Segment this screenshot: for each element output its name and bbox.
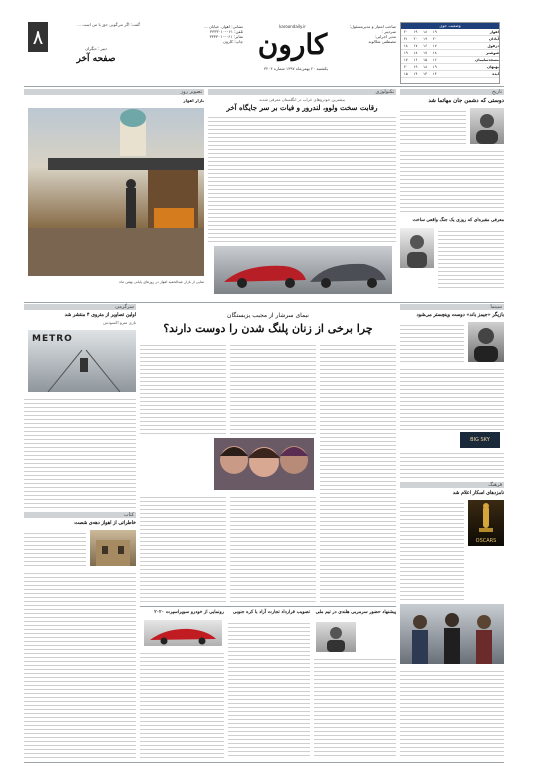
main-body-bottom-mid	[230, 494, 316, 602]
page-number: ۸	[28, 22, 48, 52]
cast-photo	[400, 604, 504, 664]
bottom-left-body	[140, 650, 224, 758]
weather-value: ۱۸	[430, 50, 440, 57]
oscars-text: OSCARS	[475, 538, 497, 544]
cinema-body	[400, 322, 464, 362]
cast-image	[400, 604, 504, 664]
weather-value: ۱۵	[420, 57, 430, 64]
row2-rule	[24, 302, 504, 303]
books-bar	[24, 512, 136, 518]
tech-label: تکنولوژی	[375, 89, 394, 95]
culture-body-2	[400, 668, 504, 758]
person-icon	[470, 108, 504, 144]
photo-bar	[24, 89, 204, 95]
date-line: یکشنبه ۲۰ بهمن‌ماه ۱۳۹۷ شماره ۳۲۰۴	[264, 66, 328, 71]
bottom-right-headline: پیشنهاد حضور سرمربی هلندی در تیم ملی	[315, 610, 396, 615]
weather-row	[401, 64, 499, 71]
weather-value: ۱۴	[411, 71, 421, 78]
weather-value: ۱۴	[430, 71, 440, 78]
weather-city: ایذه	[440, 71, 499, 78]
main-body-right	[320, 342, 396, 602]
footer-rule	[24, 762, 504, 763]
car-image	[144, 620, 222, 646]
cars-image	[214, 246, 392, 294]
bottom-mid-body	[228, 620, 310, 758]
books-body	[24, 530, 86, 566]
culture-headline: نامزدهای اسکار اعلام شد	[452, 490, 504, 496]
weather-value: ۱۷	[420, 50, 430, 57]
bazaar-image	[28, 108, 204, 276]
history-portrait-2	[400, 228, 434, 268]
weather-value: ۱۹	[411, 29, 421, 36]
history-subhead: معرفی مقبره‌ای که روزی یک جنگ واقعی ساخت	[412, 218, 504, 223]
contact-line: نشانی: اهواز، خیابان ...	[203, 24, 243, 29]
weather-city: دزفول	[440, 43, 499, 50]
weather-value: ۲۰	[401, 29, 411, 36]
weather-row	[401, 36, 499, 43]
contact-line: نمابر: ۰۶۱-۳۳۳۳۰۱۰	[209, 34, 243, 39]
weather-value: ۲۱	[401, 36, 411, 43]
culture-label: فرهنگ	[488, 482, 502, 488]
car-body	[208, 114, 396, 244]
weather-value: ۱۷	[430, 43, 440, 50]
weather-table	[401, 29, 499, 78]
masthead-rule	[24, 86, 504, 87]
tech-bar	[208, 89, 396, 95]
weather-value: ۱۸	[401, 43, 411, 50]
car-kicker: بیشترین خودروهای خراب در انگلستان معرفی شدند	[259, 97, 345, 102]
contact-line: تلفن: ۰۶۱-۳۳۳۳۰۱۰	[209, 29, 243, 34]
page-title: صفحه آخر	[76, 54, 116, 64]
weather-value: ۱۵	[401, 71, 411, 78]
photo-caption: نمایی از بازار عبدالحمید اهواز در روزهای پایانی بهمن ماه	[119, 280, 204, 284]
contact-line: چاپ: کارون	[223, 39, 243, 44]
logo-text: کارون	[257, 28, 328, 61]
license-line: سردبیر :	[381, 29, 396, 34]
history-body	[400, 108, 466, 144]
quote-block: گفت: اگر می‌گویی حق با من است ...	[77, 22, 140, 27]
weather-box	[400, 22, 500, 84]
photo-caption-title: بازار اهواز	[183, 98, 204, 103]
car-photo	[214, 246, 392, 294]
website[interactable]: karoondaily.ir	[279, 24, 306, 29]
weather-value: ۱۹	[430, 64, 440, 71]
weather-value: ۱۷	[401, 57, 411, 64]
history-label: تاریخ	[492, 89, 502, 95]
history-body-2	[400, 148, 504, 214]
license-line: مصطفی شلالوند	[368, 39, 396, 44]
main-body-left	[140, 342, 226, 436]
metro-title: METRO	[32, 334, 73, 344]
license-line: مدیر اجرایی:	[374, 34, 396, 39]
editor-label: دبیر : دیگران	[85, 46, 107, 51]
weather-city: مسجدسلیمان	[440, 57, 499, 64]
cinema-label: سینما	[490, 304, 502, 310]
game-headline: اولین تصاویر از متروی ۴ منتشر شد	[64, 312, 136, 318]
culture-bar	[400, 482, 504, 488]
bigsky-poster: BIG SKY	[460, 432, 500, 448]
weather-value: ۲۰	[430, 36, 440, 43]
weather-row	[401, 71, 499, 78]
masthead-license	[342, 24, 396, 44]
weather-row	[401, 43, 499, 50]
coach-photo	[316, 622, 356, 652]
history-body-3	[438, 228, 504, 288]
weather-value: ۱۹	[401, 50, 411, 57]
page-label-box	[52, 22, 140, 82]
weather-value: ۱۹	[430, 29, 440, 36]
weather-value: ۱۶	[411, 57, 421, 64]
weather-city: بهبهان	[440, 64, 499, 71]
books-label: کتاب	[123, 512, 134, 518]
person-icon	[468, 322, 504, 362]
weather-row	[401, 50, 499, 57]
cinema-bar	[400, 304, 504, 310]
cinema-headline: بازیگر «جیمز باند» دوست وینچستر می‌شود	[416, 312, 504, 318]
person-icon	[400, 228, 434, 268]
main-kicker: نیمای سرشار از مجیب یزبستگان	[227, 312, 309, 319]
culture-body	[400, 500, 464, 600]
game-label: سرگرمی	[115, 304, 134, 310]
bottom-rule	[140, 606, 396, 607]
weather-value: ۱۳	[420, 71, 430, 78]
weather-value: ۱۸	[420, 29, 430, 36]
game-bar	[24, 304, 136, 310]
faces-image	[214, 438, 314, 490]
actor-photo	[468, 322, 504, 362]
bottom-left-headline: رونمایی از خودرو سوپراسپرت ۲۰۲۰	[154, 610, 224, 615]
history-headline: دوستی که دشمن جان مهاتما شد	[428, 98, 504, 104]
weather-value: ۱۹	[411, 64, 421, 71]
oscars-poster	[468, 500, 504, 546]
main-body-mid	[230, 342, 316, 436]
photo-label: تصویر روز	[180, 89, 202, 95]
cinema-body-3	[400, 450, 504, 480]
weather-value: ۲۰	[401, 64, 411, 71]
bottom-right-body	[314, 656, 396, 758]
main-headline: چرا برخی از زنان پلنگ شدن را دوست دارند؟	[163, 322, 373, 335]
weather-value: ۱۸	[411, 50, 421, 57]
weather-city: شوشتر	[440, 50, 499, 57]
books-photo	[90, 530, 136, 566]
oscar-statuette-icon	[468, 500, 504, 534]
game-body	[24, 396, 136, 508]
weather-value: ۱۹	[420, 36, 430, 43]
weather-value: ۱۷	[411, 43, 421, 50]
books-headline: خاطراتی از اهواز دهه‌ی شصت	[74, 520, 136, 526]
car-headline: رقابت سخت ولوو، لندرور و فیات بر سر جایگاه آخر	[226, 103, 378, 112]
bottom-mid-headline: تصویب قرارداد تجارت آزاد با کره جنوبی	[232, 610, 310, 615]
books-body-2	[24, 570, 136, 758]
bazaar-photo	[28, 108, 204, 276]
weather-title: وضعیت جوی	[401, 23, 499, 29]
weather-city: آبادان	[440, 36, 499, 43]
weather-value: ۱۶	[420, 43, 430, 50]
history-portrait	[470, 108, 504, 144]
game-sub: بازی مترو اکسودس	[103, 320, 136, 325]
weather-city: اهواز	[440, 29, 499, 36]
main-body-bottom-left	[140, 494, 226, 602]
masthead-logo	[245, 24, 340, 64]
masthead-contact	[143, 24, 243, 44]
weather-row	[401, 57, 499, 64]
metro-artwork	[28, 330, 136, 392]
cinema-body-2	[400, 366, 504, 432]
women-photo	[214, 438, 314, 490]
weather-value: ۱۸	[420, 64, 430, 71]
person-icon	[316, 622, 356, 652]
weather-value: ۱۶	[430, 57, 440, 64]
license-line: صاحب امتیاز و مدیرمسئول:	[349, 24, 396, 29]
weather-value: ۲۰	[411, 36, 421, 43]
history-bar	[400, 89, 504, 95]
building-image	[90, 530, 136, 566]
supercar-photo	[144, 620, 222, 646]
